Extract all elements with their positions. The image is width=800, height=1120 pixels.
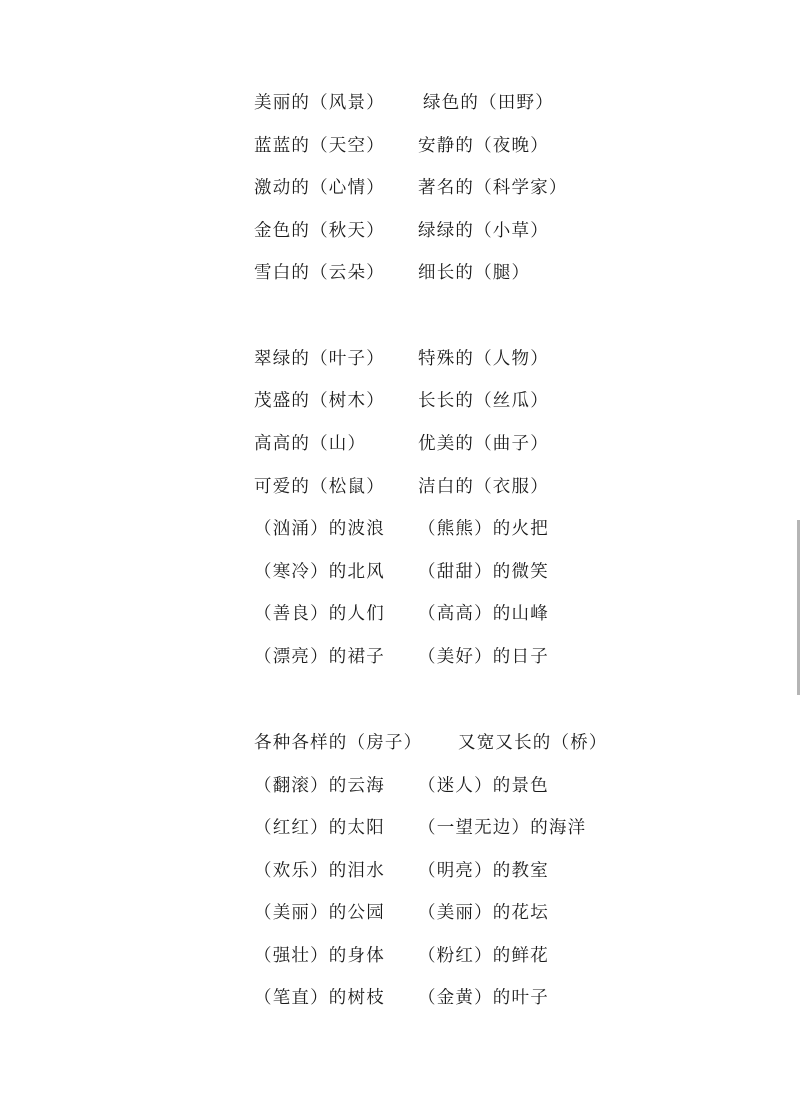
phrase-left: （笔直）的树枝 [254, 988, 385, 1008]
phrase-left: （欢乐）的泪水 [254, 861, 385, 881]
phrase-left: （红红）的太阳 [254, 818, 385, 838]
phrase-left: 翠绿的（叶子） [254, 349, 385, 369]
phrase-row [0, 645, 800, 669]
phrase-left: （善良）的人们 [254, 604, 385, 624]
phrase-row [0, 602, 800, 626]
phrase-right: 细长的（腿） [418, 263, 531, 283]
phrase-right: 绿绿的（小草） [418, 221, 549, 241]
phrase-row [0, 901, 800, 925]
phrase-row [0, 134, 800, 158]
phrase-row [0, 731, 800, 755]
phrase-row [0, 176, 800, 200]
phrase-row [0, 261, 800, 285]
phrase-row [0, 774, 800, 798]
phrase-left: 金色的（秋天） [254, 221, 385, 241]
phrase-right: （金黄）的叶子 [418, 988, 549, 1008]
phrase-left: 茂盛的（树木） [254, 391, 385, 411]
phrase-right: （粉红）的鲜花 [418, 946, 549, 966]
phrase-right: （甜甜）的微笑 [418, 562, 549, 582]
phrase-right: （熊熊）的火把 [418, 519, 549, 539]
phrase-row [0, 91, 800, 115]
phrase-row [0, 517, 800, 541]
phrase-left: （美丽）的公园 [254, 903, 385, 923]
phrase-row [0, 859, 800, 883]
phrase-left: 美丽的（风景） [254, 93, 385, 113]
phrase-row [0, 219, 800, 243]
phrase-left: （寒冷）的北风 [254, 562, 385, 582]
phrase-row [0, 944, 800, 968]
phrase-right: 著名的（科学家） [418, 178, 568, 198]
phrase-right: 绿色的（田野） [423, 93, 554, 113]
phrase-left: （漂亮）的裙子 [254, 647, 385, 667]
phrase-left: 高高的（山） [254, 434, 367, 454]
phrase-left: （翻滚）的云海 [254, 776, 385, 796]
phrase-left: 雪白的（云朵） [254, 263, 385, 283]
phrase-row [0, 816, 800, 840]
phrase-row [0, 475, 800, 499]
phrase-left: （强壮）的身体 [254, 946, 385, 966]
phrase-right: 洁白的（衣服） [418, 477, 549, 497]
phrase-right: 特殊的（人物） [418, 349, 549, 369]
phrase-right: 又宽又长的（桥） [458, 733, 608, 753]
phrase-left: 蓝蓝的（天空） [254, 136, 385, 156]
phrase-row [0, 432, 800, 456]
phrase-right: （明亮）的教室 [418, 861, 549, 881]
phrase-left: 激动的（心情） [254, 178, 385, 198]
phrase-row [0, 389, 800, 413]
phrase-left: （汹涌）的波浪 [254, 519, 385, 539]
phrase-row [0, 986, 800, 1010]
phrase-left: 各种各样的（房子） [254, 733, 423, 753]
phrase-right: （一望无边）的海洋 [418, 818, 587, 838]
phrase-right: 优美的（曲子） [418, 434, 549, 454]
phrase-row [0, 347, 800, 371]
phrase-right: 安静的（夜晚） [418, 136, 549, 156]
phrase-row [0, 560, 800, 584]
phrase-left: 可爱的（松鼠） [254, 477, 385, 497]
phrase-right: （迷人）的景色 [418, 776, 549, 796]
phrase-right: （高高）的山峰 [418, 604, 549, 624]
phrase-right: （美好）的日子 [418, 647, 549, 667]
phrase-right: （美丽）的花坛 [418, 903, 549, 923]
phrase-right: 长长的（丝瓜） [418, 391, 549, 411]
